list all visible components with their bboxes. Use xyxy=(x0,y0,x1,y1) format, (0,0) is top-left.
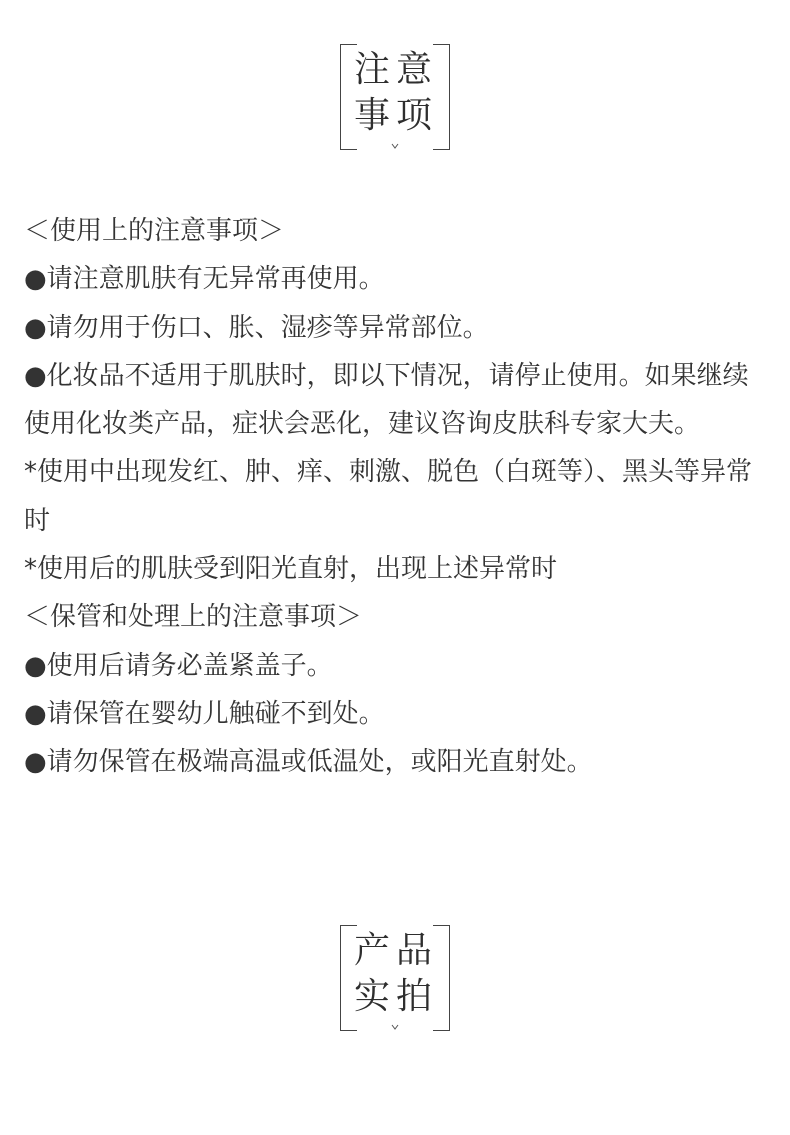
notice-item: ●请保管在婴幼儿触碰不到处。 xyxy=(24,698,385,729)
chevron-down-icon xyxy=(390,1022,400,1032)
notice-list xyxy=(24,207,774,787)
notice-item: ●请注意肌肤有无异常再使用。 xyxy=(24,264,385,295)
notice-item: ●请勿用于伤口、胀、湿疹等异常部位。 xyxy=(24,312,489,343)
chevron-down-icon xyxy=(390,141,400,151)
heading-line-2: 实拍 xyxy=(354,976,439,1017)
heading-line-2: 事项 xyxy=(354,95,439,136)
notice-item: *使用后的肌肤受到阳光直射，出现上述异常时 xyxy=(24,554,558,585)
notice-item: *使用中出现发红、肿、痒、刺激、脱色（白斑等）、黑头等异常时 xyxy=(24,457,753,536)
section-heading-notice xyxy=(340,44,450,150)
notice-heading-storage: ＜保管和处理上的注意事项＞ xyxy=(24,602,363,633)
notice-heading-usage: ＜使用上的注意事项＞ xyxy=(24,216,285,246)
heading-line-1: 产品 xyxy=(354,930,439,971)
notice-item: ●请勿保管在极端高温或低温处，或阳光直射处。 xyxy=(24,747,593,778)
heading-line-1: 注意 xyxy=(354,49,439,90)
notice-item: ●化妆品不适用于肌肤时，即以下情况，请停止使用。如果继续使用化妆类产品，症状会恶化，建议咨询皮肤科专家大夫。 xyxy=(24,360,749,440)
section-heading-product-photos xyxy=(340,925,450,1031)
notice-item: ●使用后请务必盖紧盖子。 xyxy=(24,650,333,681)
